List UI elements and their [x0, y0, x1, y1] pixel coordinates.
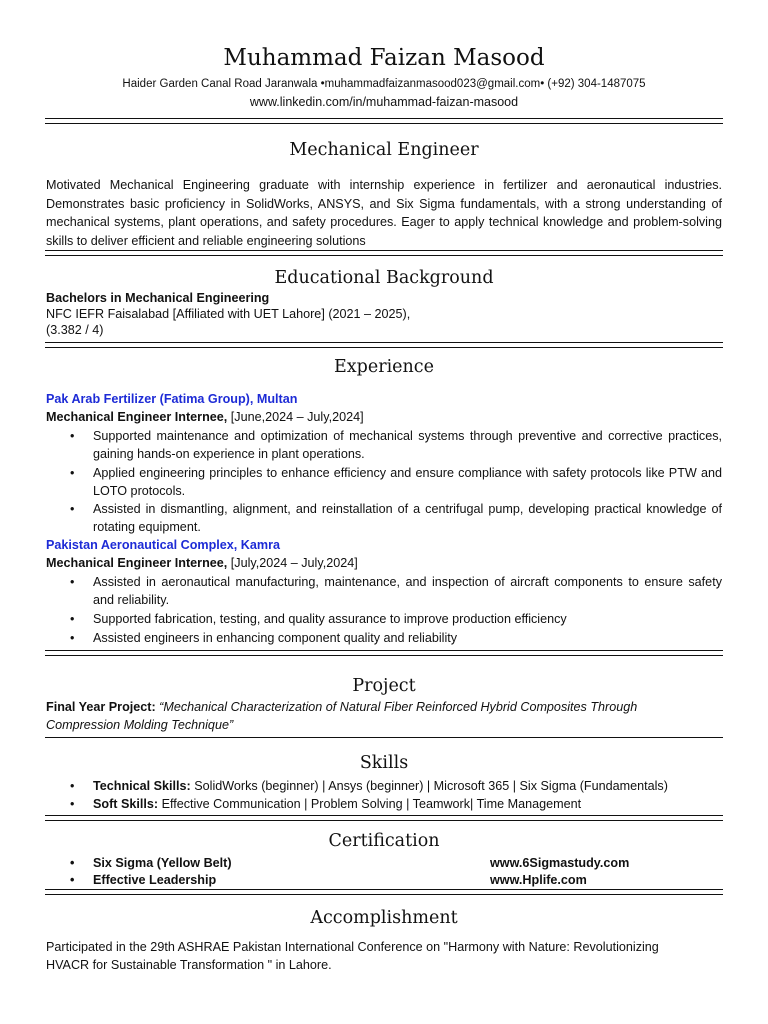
candidate-name: Muhammad Faizan Masood	[223, 45, 545, 71]
section-title-education: Educational Background	[274, 268, 494, 288]
job-role	[46, 409, 364, 425]
divider	[45, 347, 723, 348]
contact-line: Haider Garden Canal Road Jaranwala •muhammadfaizanmasood023@gmail.com• (+92) 304-1487075	[122, 78, 646, 90]
bullet-icon: •	[70, 612, 75, 626]
institute-name: NFC IEFR Faisalabad [Affiliated with UET Lahore] (2021 – 2025),	[46, 307, 411, 321]
list-item	[70, 573, 722, 609]
divider	[45, 118, 723, 119]
section-title-accomplishment: Accomplishment	[310, 908, 458, 928]
list-item	[70, 427, 722, 463]
skill-value: SolidWorks (beginner) | Ansys (beginner) | Microsoft 365 | Six Sigma (Fundamentals)	[190, 779, 668, 793]
skill-value: Effective Communication | Problem Solving | Teamwork| Time Management	[158, 797, 582, 811]
divider	[45, 342, 723, 343]
job-title: Mechanical Engineer Internee,	[46, 410, 228, 424]
project-title: “Mechanical Characterization of Natural Fiber Reinforced Hybrid Composites Through	[155, 700, 638, 714]
section-title-skills: Skills	[359, 753, 409, 773]
cgpa: (3.382 / 4)	[46, 323, 104, 337]
certification-name: Six Sigma (Yellow Belt)	[93, 856, 232, 870]
bullet-icon: •	[70, 429, 75, 443]
bullet-icon: •	[70, 797, 75, 811]
divider	[45, 655, 723, 656]
divider	[45, 820, 723, 821]
bullet-text: Supported maintenance and optimization of mechanical systems through preventive and corrective practices, gaining hands-on experience in plant operations.	[93, 429, 722, 462]
skill-label: Technical Skills:	[93, 779, 191, 793]
certification-website[interactable]: www.6Sigmastudy.com	[490, 856, 630, 870]
accomplishment-line-2: HVACR for Sustainable Transformation " in Lahore.	[46, 958, 332, 972]
project-line-1	[46, 699, 637, 715]
bullet-text: Assisted in dismantling, alignment, and reinstallation of a centrifugal pump, developing practical knowledge of rotating equipment.	[93, 502, 722, 535]
job-period: [June,2024 – July,2024]	[227, 410, 364, 424]
bullet-icon: •	[70, 502, 75, 516]
section-title-summary: Mechanical Engineer	[289, 140, 479, 160]
list-item	[70, 610, 722, 628]
list-item	[70, 795, 722, 813]
section-title-certification: Certification	[328, 831, 440, 851]
company-name: Pak Arab Fertilizer (Fatima Group), Multan	[46, 392, 298, 406]
certification-website[interactable]: www.Hplife.com	[490, 873, 587, 887]
divider	[45, 815, 723, 816]
job-period: [July,2024 – July,2024]	[227, 556, 358, 570]
job-role	[46, 555, 358, 571]
bullet-icon: •	[70, 466, 75, 480]
bullet-icon: •	[70, 779, 75, 793]
skill-entry	[93, 777, 722, 795]
list-item	[70, 500, 722, 536]
skill-label: Soft Skills:	[93, 797, 159, 811]
divider	[45, 894, 723, 895]
certification-name: Effective Leadership	[93, 873, 217, 887]
project-title-continued: Compression Molding Technique”	[46, 718, 234, 732]
section-title-experience: Experience	[334, 357, 434, 377]
linkedin-link[interactable]: www.linkedin.com/in/muhammad-faizan-masood	[249, 95, 519, 109]
list-item	[70, 777, 722, 795]
accomplishment-line-1: Participated in the 29th ASHRAE Pakistan International Conference on "Harmony with Nature: Revolutionizing	[46, 940, 659, 954]
bullet-icon: •	[70, 575, 75, 589]
skill-entry	[93, 795, 722, 813]
divider	[45, 650, 723, 651]
project-label: Final Year Project:	[46, 700, 156, 714]
bullet-text: Applied engineering principles to enhance efficiency and ensure compliance with safety protocols like PTW and LOTO protocols.	[93, 466, 722, 499]
bullet-text: Assisted engineers in enhancing component quality and reliability	[93, 631, 458, 645]
summary-text: Motivated Mechanical Engineering graduate with internship experience in fertilizer and aeronautical industries. Demonstrates basic proficiency in SolidWorks, ANSYS, and Six Sigma fundamentals, with a strong understanding of mechanical systems, plant operations, and safety procedures. Eager to apply technical knowledge and problem-solving skills to deliver efficient and reliable engineering solutions	[46, 178, 722, 248]
job-title: Mechanical Engineer Internee,	[46, 556, 228, 570]
bullet-icon: •	[70, 873, 75, 887]
divider	[45, 123, 723, 124]
divider	[45, 255, 723, 256]
bullet-text: Supported fabrication, testing, and quality assurance to improve production efficiency	[93, 612, 567, 626]
degree-name: Bachelors in Mechanical Engineering	[46, 291, 270, 305]
section-title-project: Project	[352, 676, 416, 696]
list-item	[70, 629, 722, 647]
bullet-icon: •	[70, 631, 75, 645]
company-name: Pakistan Aeronautical Complex, Kamra	[46, 538, 280, 552]
list-item	[70, 464, 722, 500]
bullet-text: Assisted in aeronautical manufacturing, maintenance, and inspection of aircraft components to ensure safety and reliability.	[93, 575, 722, 608]
divider	[45, 250, 723, 251]
bullet-icon: •	[70, 856, 75, 870]
divider	[45, 889, 723, 890]
divider	[45, 737, 723, 738]
